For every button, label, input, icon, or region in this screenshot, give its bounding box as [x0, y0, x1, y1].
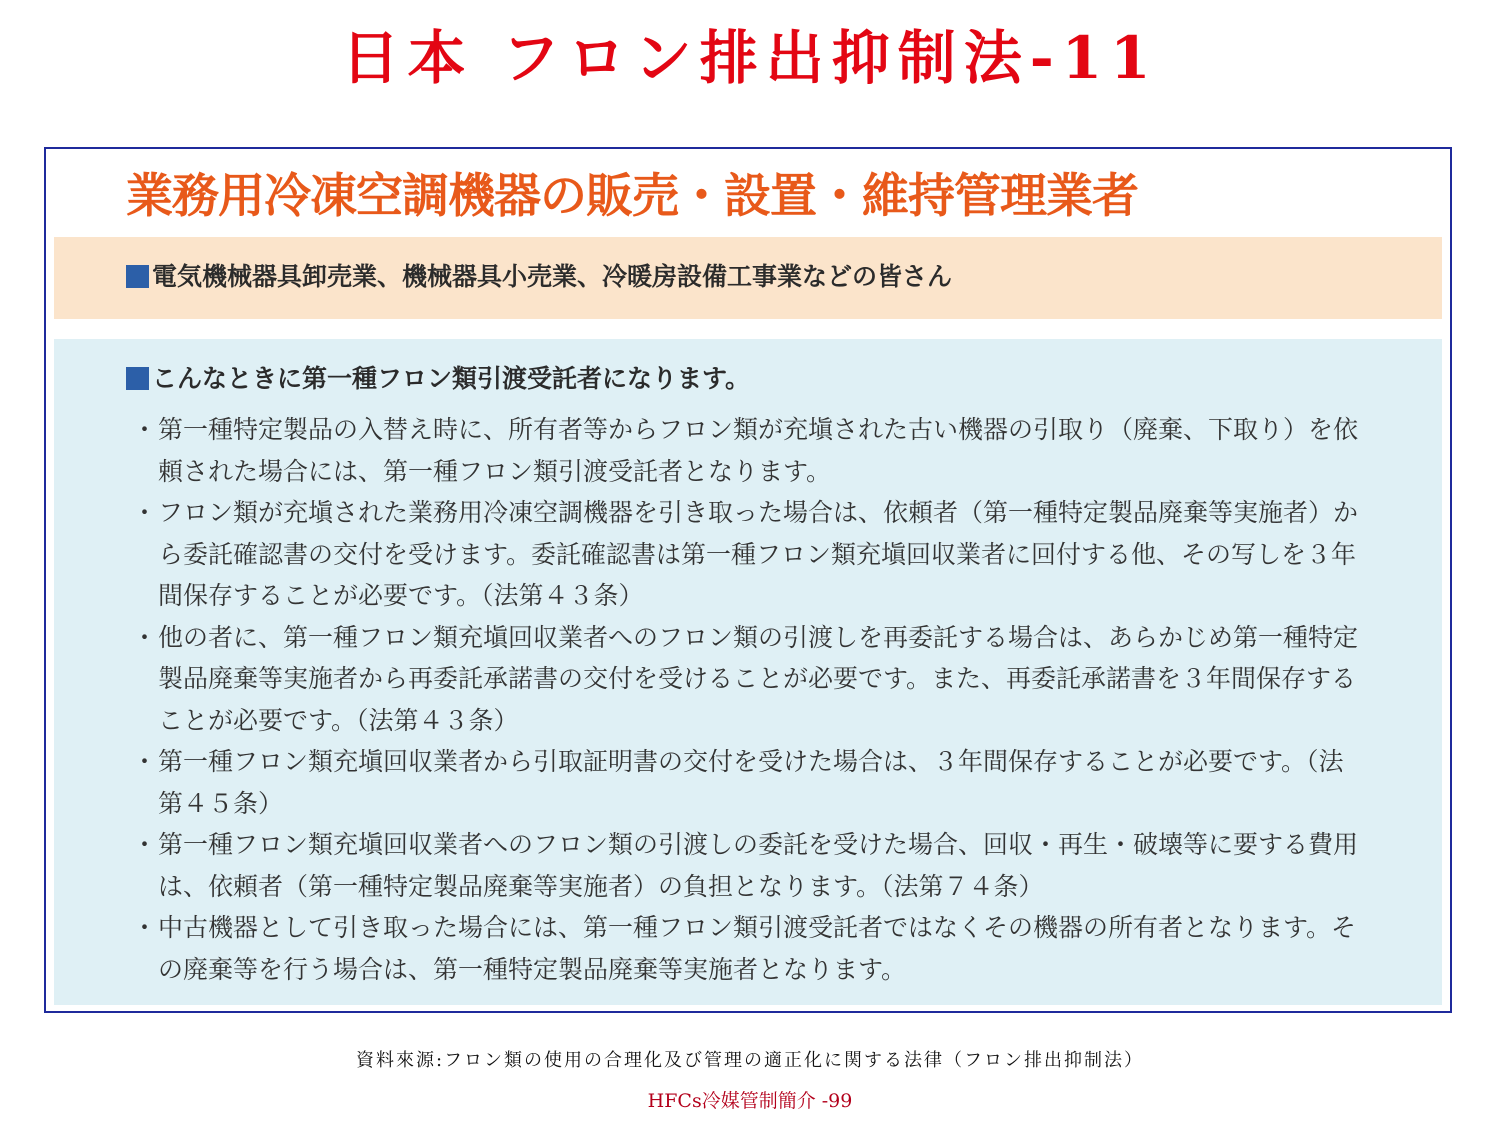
- box-heading: 業務用冷凍空調機器の販売・設置・維持管理業者: [126, 169, 1138, 224]
- bullet-dot: ・: [132, 830, 158, 859]
- bullet-item: [120, 741, 1360, 824]
- bullet-item: [120, 824, 1360, 907]
- bullet-text: 第一種フロン類充塡回収業者へのフロン類の引渡しの委託を受けた場合、回収・再生・破壊等に要する費用は、依頼者（第一種特定製品廃棄等実施者）の負担となります。（法第７４条）: [158, 830, 1359, 901]
- target-label-row: [126, 259, 952, 295]
- bullet-item: [120, 907, 1360, 990]
- source-citation: 資料來源:フロン類の使用の合理化及び管理の適正化に関する法律（フロン排出抑制法）: [355, 1050, 1145, 1071]
- bullet-item: [120, 492, 1360, 617]
- target-band: [54, 237, 1442, 319]
- details-band: [54, 339, 1442, 1005]
- bullet-text: 他の者に、第一種フロン類充塡回収業者へのフロン類の引渡しを再委託する場合は、あらかじめ第一種特定製品廃棄等実施者から再委託承諾書の交付を受けることが必要です。また、再委託承諾書を３年間保存することが必要です。（法第４３条）: [158, 622, 1359, 735]
- bullet-dot: ・: [132, 622, 158, 652]
- bullet-text: 第一種特定製品の入替え時に、所有者等からフロン類が充塡された古い機器の引取り（廃棄、下取り）を依頼された場合には、第一種フロン類引渡受託者となります。: [158, 415, 1359, 486]
- slide-title: 日本 フロン排出抑制法-11: [341, 24, 1159, 92]
- bullet-text: フロン類が充塡された業務用冷凍空調機器を引き取った場合は、依頼者（第一種特定製品廃棄等実施者）から委託確認書の交付を受けます。委託確認書は第一種フロン類充塡回収業者に回付する他、その写しを３年間保存することが必要です。（法第４３条）: [158, 498, 1359, 610]
- square-marker-icon: [126, 367, 149, 390]
- bullet-text: 中古機器として引き取った場合には、第一種フロン類引渡受託者ではなくその機器の所有者となります。その廃棄等を行う場合は、第一種特定製品廃棄等実施者となります。: [158, 913, 1357, 984]
- square-marker-icon: [126, 265, 149, 288]
- target-label: 電気機械器具卸売業、機械器具小売業、冷暖房設備工事業などの皆さん: [152, 262, 953, 291]
- bullet-dot: ・: [132, 747, 158, 776]
- bullet-dot: ・: [132, 498, 158, 527]
- footer-page-label: HFCs冷媒管制簡介 -99: [647, 1090, 853, 1112]
- bullet-list: [120, 409, 1360, 990]
- bullet-item: [120, 409, 1360, 492]
- bullet-dot: ・: [132, 415, 158, 444]
- section-label-row: [126, 361, 750, 397]
- bullet-dot: ・: [132, 913, 158, 942]
- bullet-text: 第一種フロン類充塡回収業者から引取証明書の交付を受けた場合は、３年間保存することが必要です。（法第４５条）: [158, 747, 1344, 818]
- bullet-item: [120, 617, 1360, 742]
- section-label: こんなときに第一種フロン類引渡受託者になります。: [152, 364, 751, 393]
- content-frame: [44, 147, 1452, 1013]
